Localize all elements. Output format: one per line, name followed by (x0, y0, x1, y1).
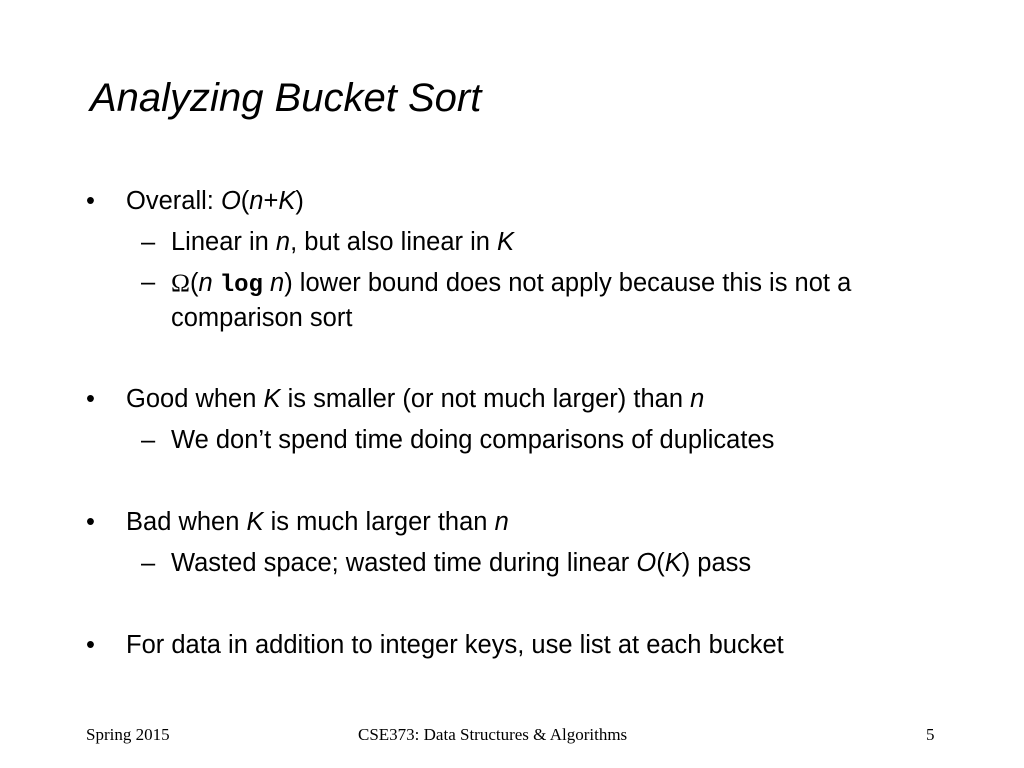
page-number: 5 (926, 725, 935, 744)
math-n: n (494, 508, 509, 536)
dash-marker: – (141, 426, 156, 454)
text: is much larger than (263, 508, 495, 536)
math-K: K (278, 187, 296, 215)
text: Good when (126, 385, 264, 413)
math-O: O (636, 549, 657, 577)
math-n: n (270, 269, 285, 297)
bullet-marker: • (86, 508, 95, 536)
bullet-marker: • (86, 631, 95, 659)
footer-course: CSE373: Data Structures & Algorithms (358, 725, 628, 744)
text: Linear in (171, 228, 276, 256)
bullet-marker: • (86, 187, 95, 215)
dash-marker: – (141, 549, 156, 577)
text: Wasted space; wasted time during linear (171, 549, 637, 577)
math-log: log (219, 272, 263, 299)
text: For data in addition to integer keys, use list at each bucket (126, 631, 784, 659)
math-K: K (664, 549, 682, 577)
math-K: K (246, 508, 264, 536)
text: ( (656, 549, 665, 577)
math-n: n (275, 228, 291, 256)
math-K: K (263, 385, 281, 413)
text: ( (240, 187, 250, 215)
dash-marker: – (141, 228, 156, 256)
subbullet-linear (141, 227, 515, 259)
slide-title: Analyzing Bucket Sort (90, 76, 482, 120)
bullet-data-keys (86, 630, 784, 662)
bullet-good-when (86, 384, 705, 416)
text: ( (189, 269, 199, 297)
bullet-bad-when (86, 507, 509, 539)
text: ) lower bound does not apply because this is not a (284, 269, 852, 297)
text: + (263, 187, 279, 215)
text: comparison sort (171, 304, 353, 332)
text: ) (295, 187, 304, 215)
subbullet-lower-bound (141, 267, 852, 301)
text: We don’t spend time doing comparisons of duplicates (171, 426, 775, 454)
dash-marker: – (141, 268, 156, 296)
bullet-marker: • (86, 385, 95, 413)
footer-term: Spring 2015 (86, 725, 170, 744)
math-omega: Ω (171, 268, 190, 297)
text: ) pass (681, 549, 752, 577)
bullet-overall (86, 186, 304, 218)
math-n: n (249, 187, 264, 215)
math-K: K (497, 228, 515, 256)
math-n: n (198, 269, 213, 297)
subbullet-duplicates (141, 425, 775, 457)
math-n: n (690, 385, 705, 413)
text: Bad when (126, 508, 247, 536)
math-O: O (220, 187, 241, 215)
subbullet-lower-bound-cont (171, 303, 352, 335)
text: Overall: (126, 187, 221, 215)
text: is smaller (or not much larger) than (280, 385, 691, 413)
text: , but also linear in (290, 228, 498, 256)
subbullet-wasted (141, 548, 752, 580)
